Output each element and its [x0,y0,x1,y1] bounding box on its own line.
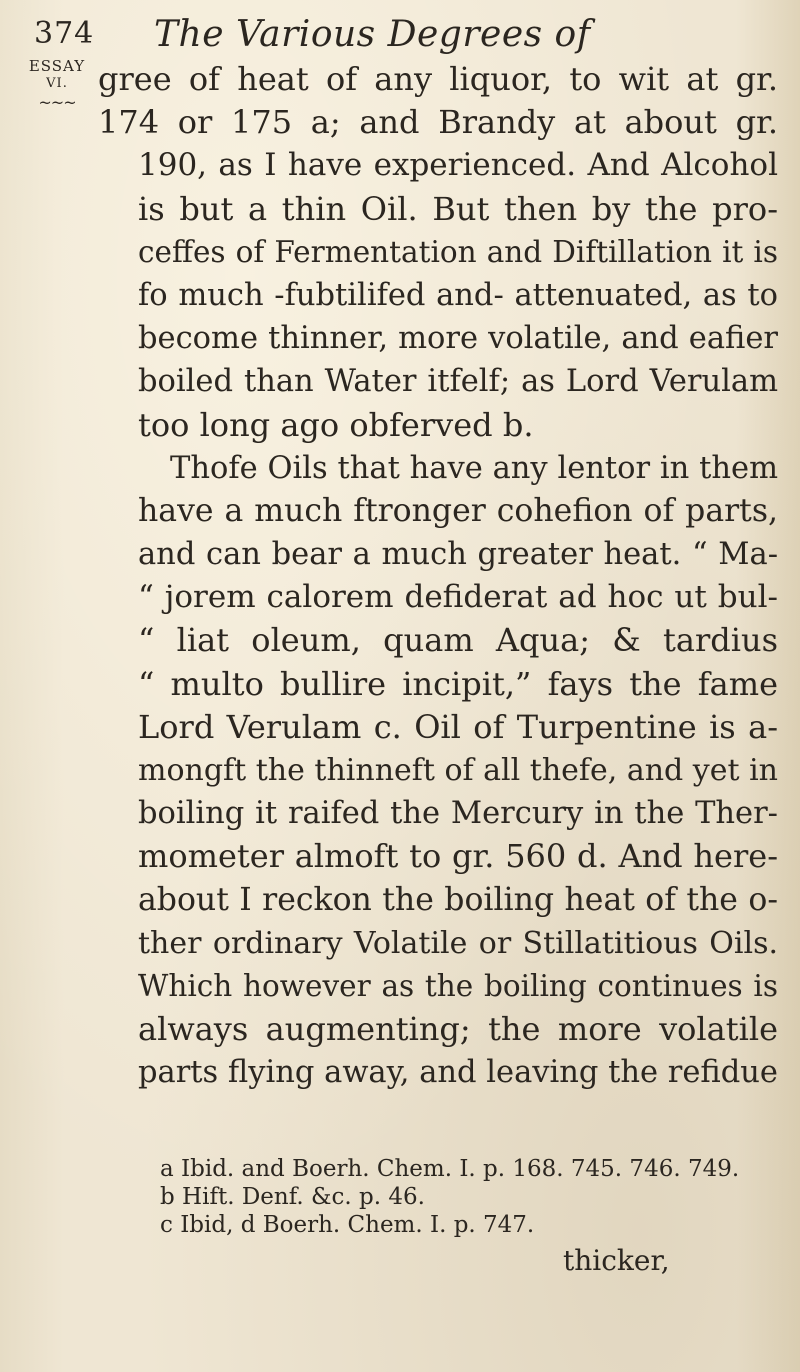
text-line: Thofe Oils that have any lentor in them [170,450,778,486]
margin-note-essay: ESSAY [28,57,86,75]
margin-note-number: VI. [46,76,68,91]
text-line: mongft the thinneft of all thefe, and yet in [138,753,778,788]
catchword: thicker, [563,1244,670,1277]
text-line: ther ordinary Volatile or Stillatitious Oils. [138,925,778,961]
text-line: always augmenting; the more volatile [138,1010,778,1049]
margin-note [22,58,92,111]
text-line: “ liat oleum, quam Aqua; & tardius [138,621,778,660]
text-line: have a much ftronger cohefion of parts, [138,492,778,529]
text-line: mometer almoft to gr. 560 d. And here- [138,837,778,876]
text-line: fo much -fubtilifed and- attenuated, as to [138,277,778,313]
footnote-c-d: c Ibid, d Boerh. Chem. I. p. 747. [160,1212,535,1238]
text-line: 174 or 175 a; and Brandy at about gr. [98,103,778,142]
running-title: The Various Degrees of [154,14,591,55]
text-line: Which however as the boiling continues is [138,968,778,1003]
footnote-b: b Hift. Denf. &c. p. 46. [160,1184,425,1210]
text-line: become thinner, more volatile, and eafier [138,321,778,357]
text-line: parts flying away, and leaving the refidue [138,1055,778,1091]
text-line: ceffes of Fermentation and Diftillation it is [138,234,778,269]
text-line: Lord Verulam c. Oil of Turpentine is a- [138,707,778,746]
text-line: gree of heat of any liquor, to wit at gr. [98,60,778,98]
text-line: and can bear a much greater heat. “ Ma- [138,537,778,573]
text-line: 190, as I have experienced. And Alcohol [138,147,778,184]
text-line: “ jorem calorem defiderat ad hoc ut bul- [138,579,778,616]
footnote-a: a Ibid. and Boerh. Chem. I. p. 168. 745. 746. 749. [160,1156,740,1182]
page-header [34,14,774,58]
text-line: about I reckon the boiling heat of the o- [138,881,778,918]
page-number: 374 [34,16,95,51]
body-text [98,58,778,1095]
text-line: boiling it raifed the Mercury in the Ther- [138,796,778,832]
text-line: is but a thin Oil. But then by the pro- [138,189,778,228]
footnotes [160,1155,760,1239]
margin-ornament: ~~~ [38,93,76,112]
text-line: too long ago obferved b. [138,405,534,444]
text-line: boiled than Water itfelf; as Lord Verulam [138,364,778,400]
text-line: “ multo bullire incipit,” fays the fame [138,664,778,703]
